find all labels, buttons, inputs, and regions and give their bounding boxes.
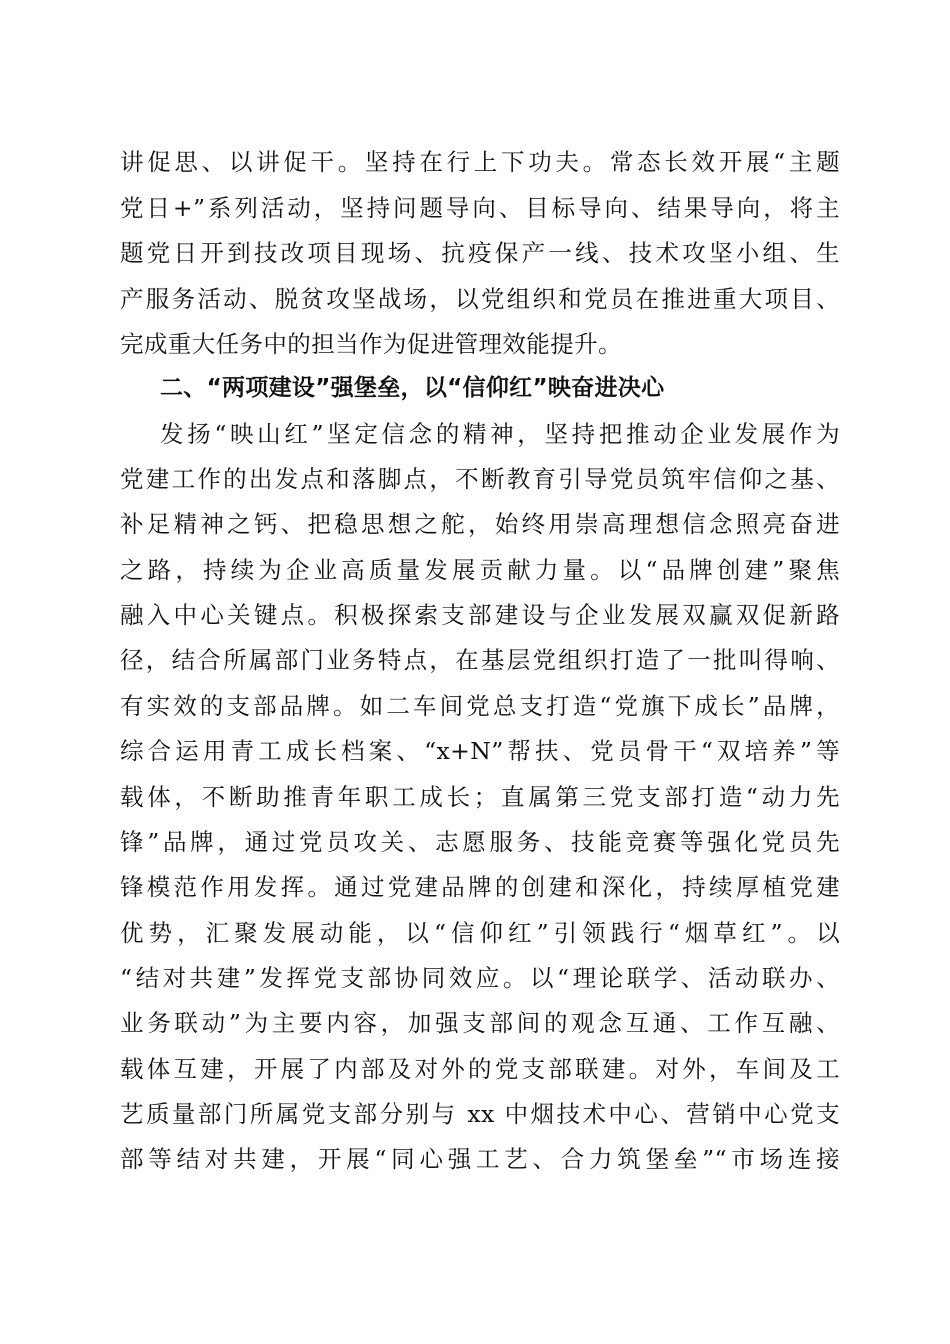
paragraph-line: 锋”品牌，通过党员攻关、志愿服务、技能竞赛等强化党员先 — [120, 828, 840, 856]
paragraph-line: 部等结对共建，开展“同心强工艺、合力筑堡垒”“市场连接 — [120, 1145, 840, 1173]
section-heading: 二、“两项建设”强堡垒，以“信仰红”映奋进决心 — [160, 375, 665, 401]
paragraph-line: 讲促思、以讲促干。坚持在行上下功夫。常态长效开展“主题 — [120, 148, 840, 176]
paragraph-line: 融入中心关键点。积极探索支部建设与企业发展双赢双促新路 — [120, 601, 840, 629]
paragraph-line: 优势，汇聚发展动能，以“信仰红”引领践行“烟草红”。以 — [120, 919, 840, 947]
paragraph-line: 载体，不断助推青年职工成长；直属第三党支部打造“动力先 — [120, 783, 840, 811]
paragraph-line: 题党日开到技改项目现场、抗疫保产一线、技术攻坚小组、生 — [120, 239, 840, 267]
paragraph-line: 有实效的支部品牌。如二车间党总支打造“党旗下成长”品牌， — [120, 692, 840, 720]
paragraph-line: “结对共建”发挥党支部协同效应。以“理论联学、活动联办、 — [120, 964, 840, 992]
paragraph-line: 艺质量部门所属党支部分别与 xx 中烟技术中心、营销中心党支 — [120, 1100, 840, 1128]
paragraph-line: 之路，持续为企业高质量发展贡献力量。以“品牌创建”聚焦 — [120, 556, 840, 584]
paragraph-line: 完成重大任务中的担当作为促进管理效能提升。 — [120, 330, 622, 358]
paragraph-line: 产服务活动、脱贫攻坚战场，以党组织和党员在推进重大项目、 — [120, 285, 840, 313]
paragraph-line: 发扬“映山红”坚定信念的精神，坚持把推动企业发展作为 — [160, 420, 840, 448]
paragraph-line: 锋模范作用发挥。通过党建品牌的创建和深化，持续厚植党建 — [120, 873, 840, 901]
paragraph-line: 补足精神之钙、把稳思想之舵，始终用崇高理想信念照亮奋进 — [120, 510, 840, 538]
paragraph-line: 党建工作的出发点和落脚点，不断教育引导党员筑牢信仰之基、 — [120, 465, 840, 493]
paragraph-line: 综合运用青工成长档案、“x+N”帮扶、党员骨干“双培养”等 — [120, 737, 840, 765]
paragraph-line: 径，结合所属部门业务特点，在基层党组织打造了一批叫得响、 — [120, 646, 840, 674]
paragraph-line: 党日+”系列活动，坚持问题导向、目标导向、结果导向，将主 — [120, 194, 840, 222]
paragraph-line: 载体互建，开展了内部及对外的党支部联建。对外，车间及工 — [120, 1055, 840, 1083]
paragraph-line: 业务联动”为主要内容，加强支部间的观念互通、工作互融、 — [120, 1009, 840, 1037]
